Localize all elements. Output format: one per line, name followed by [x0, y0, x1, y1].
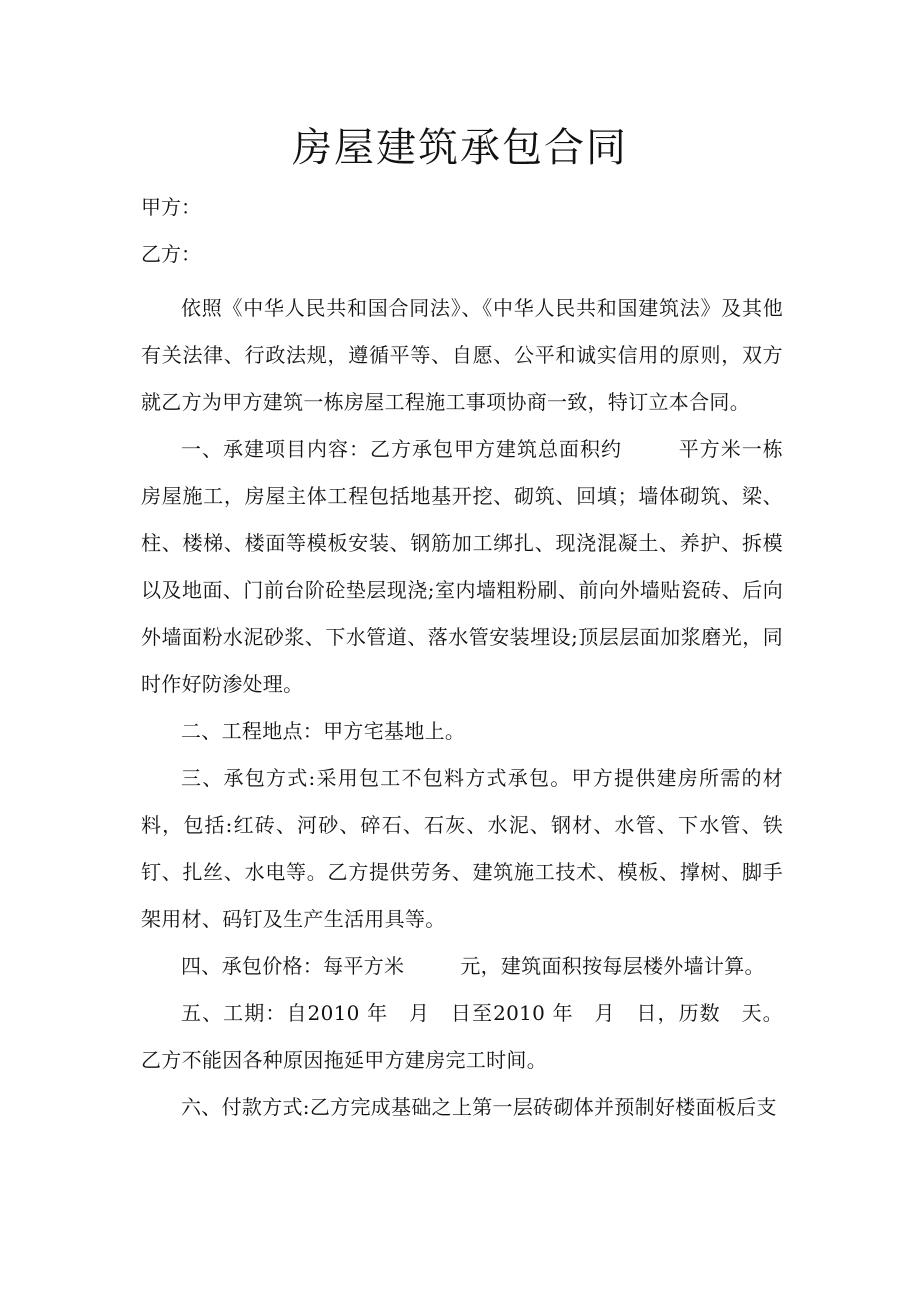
clause-4-text-a: 四、承包价格：每平方米: [181, 954, 405, 978]
clause-1-paragraph: [141, 426, 783, 708]
clause-5-text-a: 五、工期：自: [181, 1001, 308, 1025]
preamble-paragraph: 依照《中华人民共和国合同法》、《中华人民共和国建筑法》及其他有关法律、行政法规，遵循平等、自愿、公平和诚实信用的原则，双方就乙方为甲方建筑一栋房屋工程施工事项协商一致，特订立本合同。: [141, 296, 783, 414]
clause-4-text-b: 元，建筑面积按每层楼外墙计算。: [460, 954, 765, 978]
clause-4-paragraph: [141, 943, 783, 990]
clause-5-year-label-1: 年: [367, 1001, 389, 1025]
document-title: 房屋建筑承包合同: [292, 125, 628, 171]
party-b-label: 乙方：: [141, 242, 201, 266]
clause-5-year-label-2: 年: [552, 1001, 574, 1025]
clause-1-text-b: 平方米一栋房屋施工，房屋主体工程包括地基开挖、砌筑、回填；墙体砌筑、梁、柱、楼梯、楼面等模板安装、钢筋加工绑扎、现浇混凝土、养护、拆模以及地面、门前台阶砼垫层现浇;室内墙粗粉刷、前向外墙贴瓷砖、后向外墙面粉水泥砂浆、下水管道、落水管安装埋设;顶层层面加浆磨光，同时作好防渗处理。: [141, 437, 783, 696]
clause-3-paragraph: 三、承包方式:采用包工不包料方式承包。甲方提供建房所需的材料，包括:红砖、河砂、碎石、石灰、水泥、钢材、水管、下水管、铁钉、扎丝、水电等。乙方提供劳务、建筑施工技术、模板、撑树、脚手架用材、码钉及生产生活用具等。: [141, 766, 783, 931]
clause-2-paragraph: 二、工程地点：甲方宅基地上。: [181, 719, 466, 743]
party-a-label: 甲方：: [141, 195, 201, 219]
clause-5-day-label-1: 日至: [450, 1001, 494, 1025]
clause-5-day-label-2: 日，历数: [635, 1001, 721, 1025]
clause-5-month-label-2: 月: [593, 1001, 616, 1025]
clause-6-paragraph: 六、付款方式:乙方完成基础之上第一层砖砌体并预制好楼面板后支: [181, 1095, 777, 1119]
clause-5-year-end: 2010: [493, 1001, 546, 1025]
clause-5-paragraph: [141, 990, 783, 1084]
clause-5-month-label-1: 月: [408, 1001, 431, 1025]
contract-body: [141, 285, 783, 1131]
clause-5-year-start: 2010: [307, 1001, 360, 1025]
clause-1-text-a: 一、承建项目内容：乙方承包甲方建筑总面积约: [181, 437, 622, 461]
clause-5-text-h: 天。乙方不能因各种原因拖延甲方建房完工时间。: [141, 1001, 783, 1072]
